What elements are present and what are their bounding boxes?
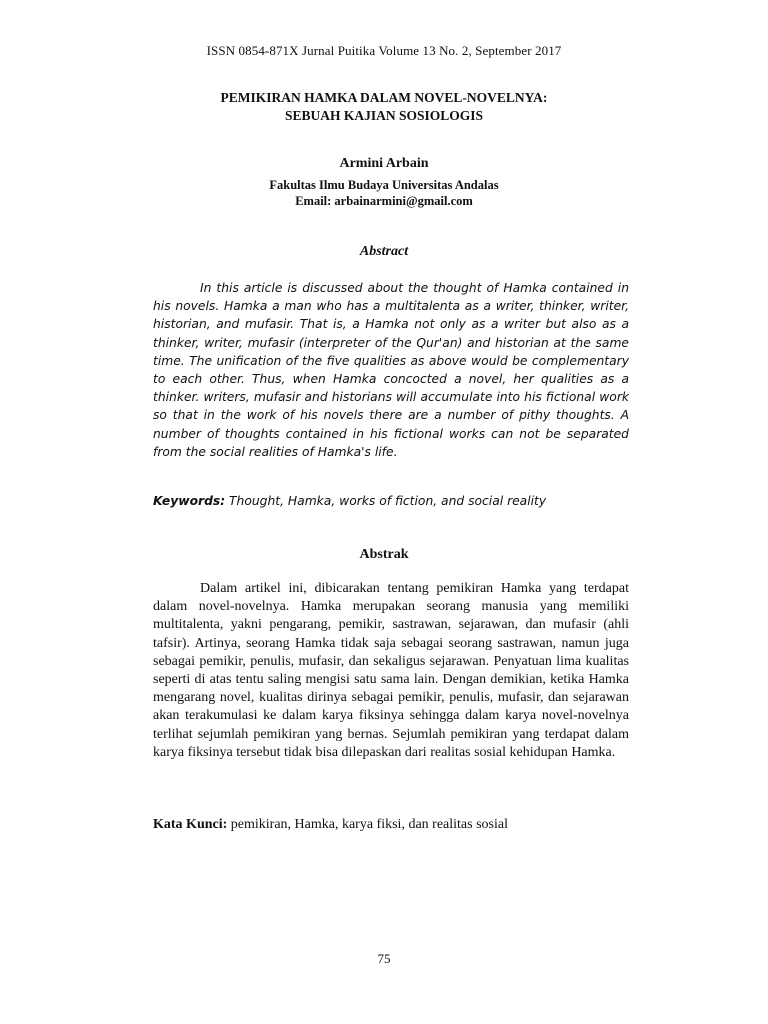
running-header: ISSN 0854-871X Jurnal Puitika Volume 13 No. 2, September 2017 [206, 43, 562, 58]
abstrak-heading: Abstrak [359, 547, 409, 562]
abstract-heading: Abstract [359, 244, 409, 259]
author-email: Email: arbainarmini@gmail.com [295, 194, 473, 208]
author-name: Armini Arbain [339, 156, 429, 171]
paper-title [0, 89, 768, 125]
keywords-text: Thought, Hamka, works of fiction, and social reality [229, 494, 547, 508]
keywords-line [153, 494, 629, 508]
keywords-label: Keywords: [153, 494, 226, 508]
abstract-body: In this article is discussed about the thought of Hamka contained in his novels. Hamka a man who has a multitalenta as a writer, thinker, writer, historian, and mufasir. That is, a Hamka not only as a writer but also as a thinker, writer, mufasir (interpreter of the Qur'an) and historian at the same time. The unification of the five qualities as above would be complementary to each other. Thus, when Hamka concocted a novel, her qualities as a thinker. writers, mufasir and historians will accumulate into his fictional work so that in the work of his novels there are a number of pithy thoughts. A number of thoughts contained in his fictional works can not be separated from the social realities of Hamka's life. [153, 281, 629, 459]
kata-kunci-line [153, 817, 629, 833]
page-number: 75 [377, 951, 391, 966]
author-affiliation: Fakultas Ilmu Budaya Universitas Andalas [269, 178, 499, 192]
title-line-2: SEBUAH KAJIAN SOSIOLOGIS [284, 108, 484, 123]
author-affiliation-block [0, 177, 768, 209]
kata-kunci-label: Kata Kunci: [153, 817, 228, 832]
abstrak-body: Dalam artikel ini, dibicarakan tentang pemikiran Hamka yang terdapat dalam novel-novelnya. Hamka merupakan seorang manusia yang memiliki multitalenta, yakni pengarang, pemikir, sastrawan, sejarawan, dan mufasir (ahli tafsir). Artinya, seorang Hamka tidak saja sebagai seorang sastrawan, namun juga sebagai pemikir, penulis, mufasir, dan sekaligus sejarawan. Penyatuan lima kualitas seperti di atas tentu saling mengisi satu sama lain. Dengan demikian, ketika Hamka mengarang novel, kualitas dirinya sebagai pemikir, penulis, mufasir, dan sejarawan akan terakumulasi ke dalam karya fiksinya sehingga dalam karya novel-novelnya terlihat sejumlah pemikiran yang bernas. Sejumlah pemikiran yang terdapat dalam karya fiksinya tersebut tidak bisa dilepaskan dari realitas sosial kehidupan Hamka. [153, 581, 629, 760]
title-line-1: PEMIKIRAN HAMKA DALAM NOVEL-NOVELNYA: [220, 90, 548, 105]
kata-kunci-text: pemikiran, Hamka, karya fiksi, dan realitas sosial [230, 817, 508, 832]
